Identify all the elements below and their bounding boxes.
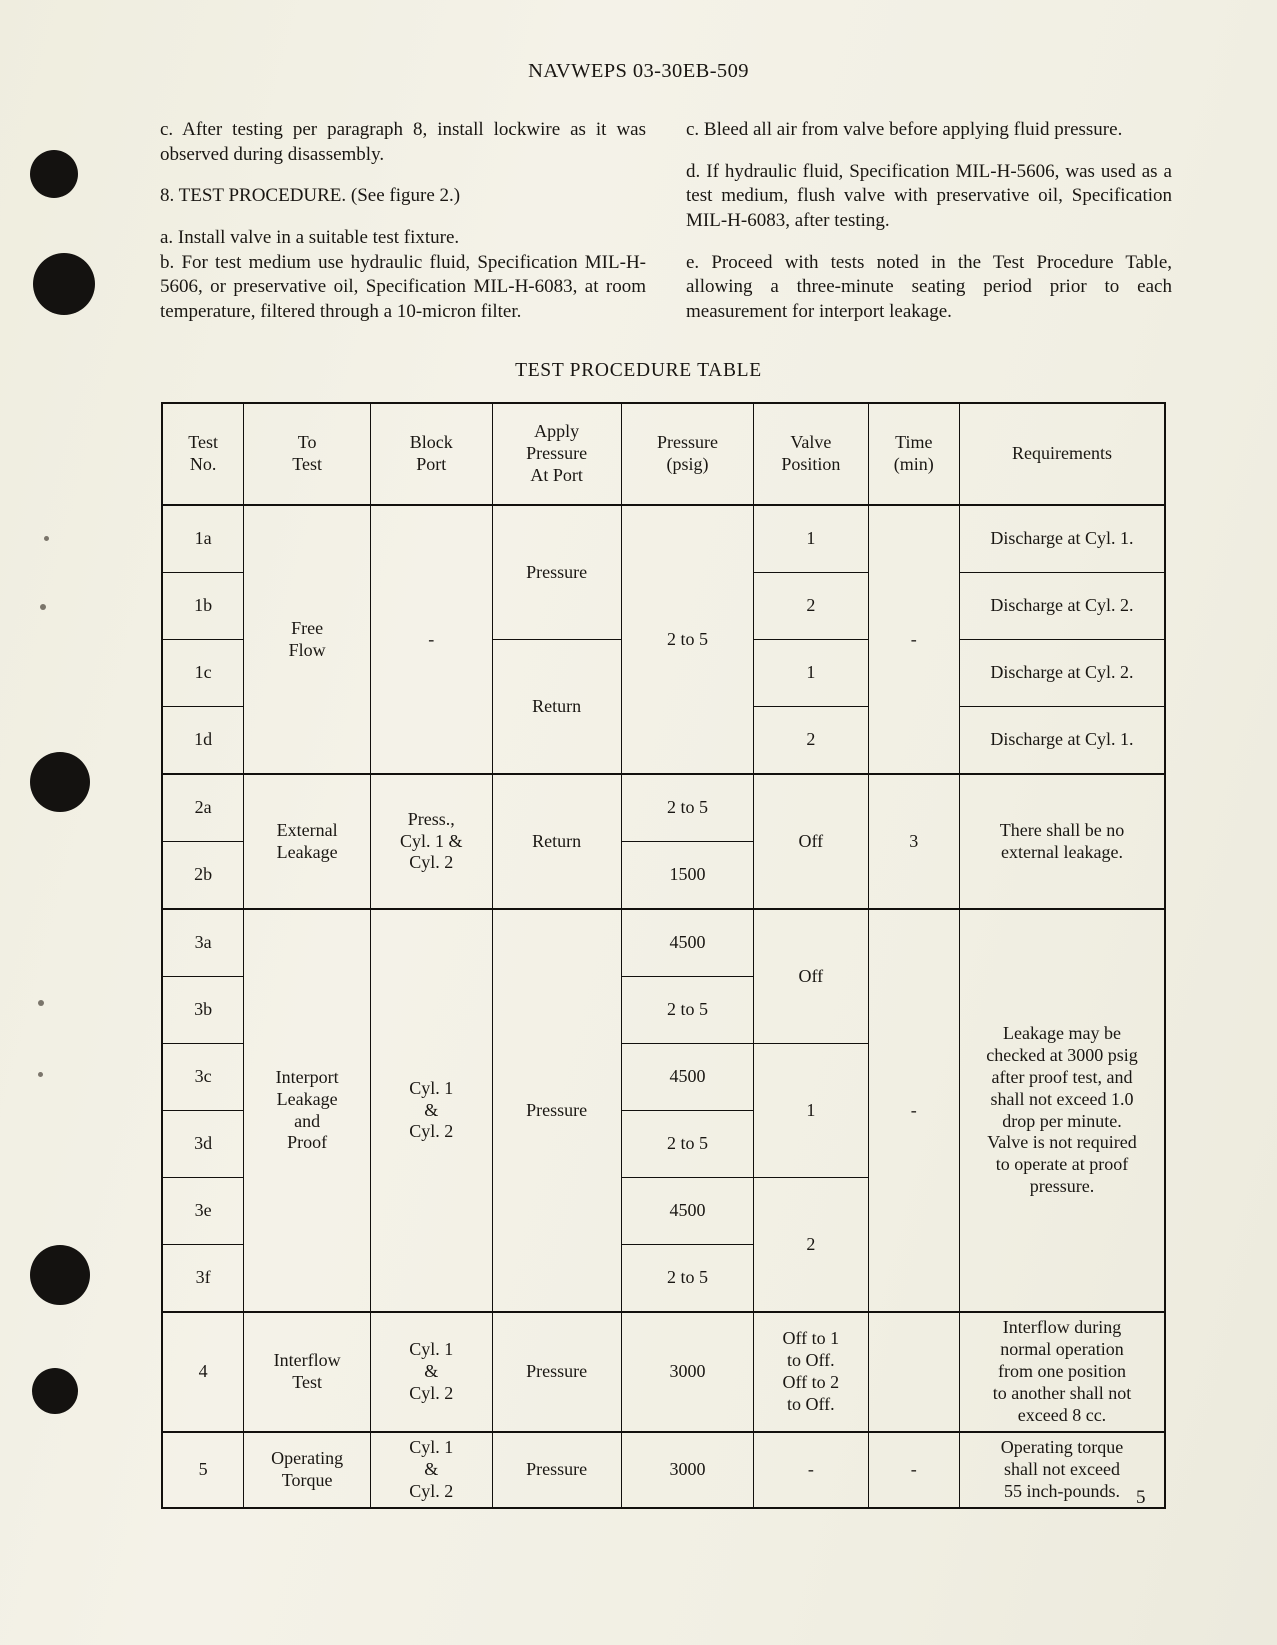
cell-requirements: Discharge at Cyl. 1. [959, 505, 1165, 573]
cell-requirements: There shall be no external leakage. [959, 774, 1165, 909]
cell-test-no: 3c [162, 1044, 244, 1111]
cell-test-no: 5 [162, 1432, 244, 1508]
cell-block-port: - [370, 505, 492, 774]
col-header-time-min: Time (min) [868, 403, 959, 505]
table-row [162, 1432, 1165, 1508]
cell-requirements: Discharge at Cyl. 1. [959, 707, 1165, 775]
cell-test-no: 1a [162, 505, 244, 573]
cell-pressure: 4500 [621, 1044, 753, 1111]
cell-to-test: Free Flow [244, 505, 371, 774]
page-speck [40, 604, 46, 610]
body-columns [160, 118, 1172, 342]
right-para-d: d. If hydraulic fluid, Specification MIL-H-5606, was used as a test medium, flush valve with preservative oil, Specification MIL-H-6083, after testing. [686, 160, 1172, 232]
cell-test-no: 1d [162, 707, 244, 775]
cell-apply-at-port: Return [492, 774, 621, 909]
cell-test-no: 3f [162, 1245, 244, 1313]
cell-valve-position: 1 [754, 1044, 868, 1178]
cell-valve-position: - [754, 1432, 868, 1508]
punch-hole [30, 752, 90, 812]
cell-time: - [868, 1432, 959, 1508]
col-header-pressure-psig: Pressure (psig) [621, 403, 753, 505]
col-header-apply-pressure-at-port: Apply Pressure At Port [492, 403, 621, 505]
left-para-c: c. After testing per paragraph 8, install lockwire as it was observed during disassembly. [160, 119, 646, 165]
cell-pressure: 2 to 5 [621, 505, 753, 774]
col-header-test-no: Test No. [162, 403, 244, 505]
cell-pressure: 4500 [621, 909, 753, 977]
cell-to-test: Interport Leakage and Proof [244, 909, 371, 1312]
cell-test-no: 3e [162, 1178, 244, 1245]
cell-pressure: 2 to 5 [621, 1245, 753, 1313]
cell-block-port: Cyl. 1 & Cyl. 2 [370, 1312, 492, 1432]
table-row [162, 1312, 1165, 1432]
punch-hole [32, 1368, 78, 1414]
cell-test-no: 4 [162, 1312, 244, 1432]
table-row [162, 505, 1165, 573]
cell-requirements: Interflow during normal operation from one position to another shall not exceed 8 cc. [959, 1312, 1165, 1432]
cell-requirements: Discharge at Cyl. 2. [959, 640, 1165, 707]
cell-block-port: Cyl. 1 & Cyl. 2 [370, 1432, 492, 1508]
right-para-e: e. Proceed with tests noted in the Test Procedure Table, allowing a three-minute seating period prior to each measurement for interport leakage. [686, 251, 1172, 323]
table-row [162, 909, 1165, 977]
cell-time: 3 [868, 774, 959, 909]
table-header-row [162, 403, 1165, 505]
cell-to-test: Interflow Test [244, 1312, 371, 1432]
col-header-requirements: Requirements [959, 403, 1165, 505]
cell-requirements: Discharge at Cyl. 2. [959, 573, 1165, 640]
col-header-valve-position: Valve Position [754, 403, 868, 505]
left-column [160, 118, 646, 342]
page-speck [38, 1000, 44, 1006]
cell-block-port: Cyl. 1 & Cyl. 2 [370, 909, 492, 1312]
cell-valve-position: 2 [754, 707, 868, 775]
cell-pressure: 1500 [621, 842, 753, 910]
cell-valve-position: 2 [754, 1178, 868, 1313]
cell-pressure: 4500 [621, 1178, 753, 1245]
cell-apply-at-port: Pressure [492, 505, 621, 640]
right-column [686, 118, 1172, 342]
left-para-a: a. Install valve in a suitable test fixture. [160, 227, 460, 249]
cell-valve-position: Off [754, 909, 868, 1044]
cell-pressure: 2 to 5 [621, 774, 753, 842]
left-para-b: b. For test medium use hydraulic fluid, Specification MIL-H-5606, or preservative oil, Specification MIL-H-6083, at room temperature, filtered through a 10-micron filter. [160, 251, 646, 323]
cell-time: - [868, 909, 959, 1312]
table-title: TEST PROCEDURE TABLE [515, 360, 762, 381]
cell-time: - [868, 505, 959, 774]
cell-valve-position: Off [754, 774, 868, 909]
page-speck [44, 536, 49, 541]
cell-pressure: 2 to 5 [621, 1111, 753, 1178]
punch-hole [30, 150, 78, 198]
cell-test-no: 3b [162, 977, 244, 1044]
table-row [162, 774, 1165, 842]
cell-apply-at-port: Return [492, 640, 621, 775]
cell-to-test: Operating Torque [244, 1432, 371, 1508]
col-header-block-port: Block Port [370, 403, 492, 505]
cell-pressure: 3000 [621, 1432, 753, 1508]
cell-apply-at-port: Pressure [492, 1312, 621, 1432]
cell-valve-position: 2 [754, 573, 868, 640]
punch-hole [30, 1245, 90, 1305]
cell-block-port: Press., Cyl. 1 & Cyl. 2 [370, 774, 492, 909]
cell-apply-at-port: Pressure [492, 909, 621, 1312]
document-header: NAVWEPS 03-30EB-509 [528, 60, 749, 82]
page-speck [38, 1072, 43, 1077]
left-para-heading-8: 8. TEST PROCEDURE. (See figure 2.) [160, 185, 461, 207]
cell-valve-position: 1 [754, 640, 868, 707]
col-header-to-test: To Test [244, 403, 371, 505]
test-procedure-table [161, 402, 1166, 1509]
cell-requirements: Leakage may be checked at 3000 psig after proof test, and shall not exceed 1.0 drop per minute. Valve is not required to operate at proof pressure. [959, 909, 1165, 1312]
cell-test-no: 2b [162, 842, 244, 910]
cell-requirements: Operating torque shall not exceed 55 inch-pounds. [959, 1432, 1165, 1508]
cell-to-test: External Leakage [244, 774, 371, 909]
cell-time [868, 1312, 959, 1432]
cell-pressure: 3000 [621, 1312, 753, 1432]
cell-pressure: 2 to 5 [621, 977, 753, 1044]
page-number: 5 [1136, 1487, 1146, 1508]
cell-test-no: 1c [162, 640, 244, 707]
cell-test-no: 3d [162, 1111, 244, 1178]
right-para-c: c. Bleed all air from valve before applying fluid pressure. [686, 119, 1123, 140]
cell-apply-at-port: Pressure [492, 1432, 621, 1508]
cell-test-no: 3a [162, 909, 244, 977]
cell-test-no: 2a [162, 774, 244, 842]
punch-hole [33, 253, 95, 315]
cell-test-no: 1b [162, 573, 244, 640]
cell-valve-position: 1 [754, 505, 868, 573]
cell-valve-position: Off to 1 to Off. Off to 2 to Off. [754, 1312, 868, 1432]
